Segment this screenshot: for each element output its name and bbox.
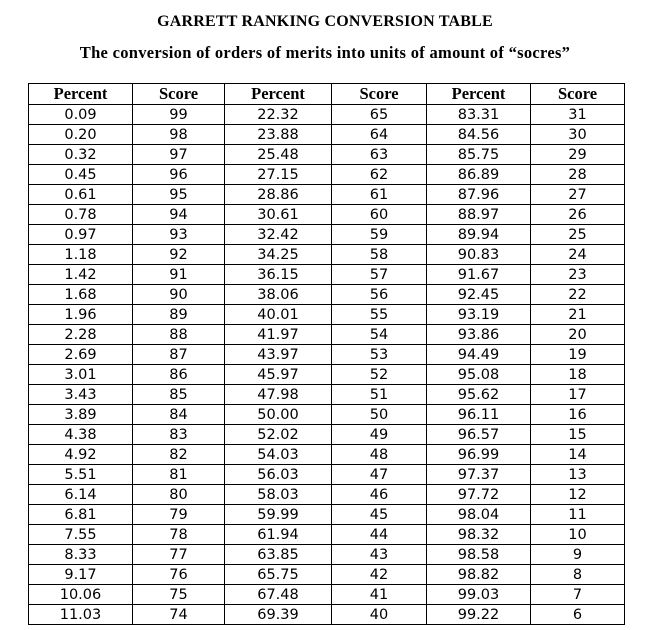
percent-cell: 86.89	[427, 165, 531, 185]
percent-cell: 47.98	[225, 385, 332, 405]
score-cell: 46	[332, 485, 427, 505]
percent-cell: 27.15	[225, 165, 332, 185]
header-score-1: Score	[133, 84, 225, 105]
score-cell: 12	[531, 485, 625, 505]
percent-cell: 3.01	[29, 365, 133, 385]
table-row	[29, 425, 625, 445]
table-row	[29, 545, 625, 565]
percent-cell: 50.00	[225, 405, 332, 425]
percent-cell: 22.32	[225, 105, 332, 125]
table-row	[29, 525, 625, 545]
score-cell: 92	[133, 245, 225, 265]
table-row	[29, 205, 625, 225]
score-cell: 49	[332, 425, 427, 445]
percent-cell: 98.04	[427, 505, 531, 525]
percent-cell: 30.61	[225, 205, 332, 225]
percent-cell: 0.20	[29, 125, 133, 145]
header-score-2: Score	[332, 84, 427, 105]
percent-cell: 93.19	[427, 305, 531, 325]
document-subtitle: The conversion of orders of merits into units of amount of “socres”	[79, 43, 571, 62]
table-header-row	[29, 84, 625, 105]
table-row	[29, 465, 625, 485]
score-cell: 81	[133, 465, 225, 485]
percent-cell: 28.86	[225, 185, 332, 205]
score-cell: 90	[133, 285, 225, 305]
percent-cell: 95.08	[427, 365, 531, 385]
percent-cell: 1.96	[29, 305, 133, 325]
percent-cell: 88.97	[427, 205, 531, 225]
score-cell: 55	[332, 305, 427, 325]
percent-cell: 98.32	[427, 525, 531, 545]
score-cell: 95	[133, 185, 225, 205]
percent-cell: 97.72	[427, 485, 531, 505]
score-cell: 77	[133, 545, 225, 565]
score-cell: 25	[531, 225, 625, 245]
percent-cell: 8.33	[29, 545, 133, 565]
percent-cell: 63.85	[225, 545, 332, 565]
percent-cell: 0.09	[29, 105, 133, 125]
score-cell: 43	[332, 545, 427, 565]
percent-cell: 67.48	[225, 585, 332, 605]
percent-cell: 34.25	[225, 245, 332, 265]
table-row	[29, 105, 625, 125]
table-row	[29, 285, 625, 305]
score-cell: 13	[531, 465, 625, 485]
score-cell: 14	[531, 445, 625, 465]
score-cell: 22	[531, 285, 625, 305]
table-body	[29, 105, 625, 625]
percent-cell: 32.42	[225, 225, 332, 245]
score-cell: 51	[332, 385, 427, 405]
score-cell: 98	[133, 125, 225, 145]
percent-cell: 36.15	[225, 265, 332, 285]
percent-cell: 87.96	[427, 185, 531, 205]
percent-cell: 98.58	[427, 545, 531, 565]
table-row	[29, 365, 625, 385]
percent-cell: 93.86	[427, 325, 531, 345]
score-cell: 16	[531, 405, 625, 425]
percent-cell: 40.01	[225, 305, 332, 325]
table-row	[29, 565, 625, 585]
percent-cell: 61.94	[225, 525, 332, 545]
score-cell: 97	[133, 145, 225, 165]
percent-cell: 65.75	[225, 565, 332, 585]
score-cell: 8	[531, 565, 625, 585]
percent-cell: 3.43	[29, 385, 133, 405]
percent-cell: 83.31	[427, 105, 531, 125]
score-cell: 79	[133, 505, 225, 525]
score-cell: 30	[531, 125, 625, 145]
score-cell: 45	[332, 505, 427, 525]
percent-cell: 0.32	[29, 145, 133, 165]
score-cell: 27	[531, 185, 625, 205]
percent-cell: 4.92	[29, 445, 133, 465]
percent-cell: 3.89	[29, 405, 133, 425]
percent-cell: 5.51	[29, 465, 133, 485]
score-cell: 10	[531, 525, 625, 545]
score-cell: 91	[133, 265, 225, 285]
score-cell: 42	[332, 565, 427, 585]
score-cell: 6	[531, 605, 625, 625]
garrett-conversion-table	[28, 83, 625, 625]
percent-cell: 95.62	[427, 385, 531, 405]
table-row	[29, 265, 625, 285]
table-row	[29, 185, 625, 205]
table-row	[29, 145, 625, 165]
percent-cell: 96.99	[427, 445, 531, 465]
score-cell: 9	[531, 545, 625, 565]
percent-cell: 92.45	[427, 285, 531, 305]
table-row	[29, 385, 625, 405]
score-cell: 76	[133, 565, 225, 585]
percent-cell: 59.99	[225, 505, 332, 525]
percent-cell: 69.39	[225, 605, 332, 625]
score-cell: 57	[332, 265, 427, 285]
percent-cell: 52.02	[225, 425, 332, 445]
percent-cell: 41.97	[225, 325, 332, 345]
table-row	[29, 405, 625, 425]
header-percent-2: Percent	[225, 84, 332, 105]
score-cell: 82	[133, 445, 225, 465]
table-row	[29, 605, 625, 625]
percent-cell: 1.18	[29, 245, 133, 265]
score-cell: 20	[531, 325, 625, 345]
percent-cell: 25.48	[225, 145, 332, 165]
score-cell: 41	[332, 585, 427, 605]
header-score-3: Score	[531, 84, 625, 105]
percent-cell: 54.03	[225, 445, 332, 465]
percent-cell: 6.14	[29, 485, 133, 505]
percent-cell: 0.97	[29, 225, 133, 245]
table-row	[29, 225, 625, 245]
percent-cell: 0.45	[29, 165, 133, 185]
score-cell: 61	[332, 185, 427, 205]
score-cell: 99	[133, 105, 225, 125]
percent-cell: 23.88	[225, 125, 332, 145]
percent-cell: 11.03	[29, 605, 133, 625]
score-cell: 96	[133, 165, 225, 185]
score-cell: 86	[133, 365, 225, 385]
table-row	[29, 325, 625, 345]
score-cell: 89	[133, 305, 225, 325]
score-cell: 88	[133, 325, 225, 345]
score-cell: 11	[531, 505, 625, 525]
percent-cell: 89.94	[427, 225, 531, 245]
percent-cell: 96.11	[427, 405, 531, 425]
score-cell: 40	[332, 605, 427, 625]
score-cell: 50	[332, 405, 427, 425]
score-cell: 74	[133, 605, 225, 625]
score-cell: 85	[133, 385, 225, 405]
percent-cell: 56.03	[225, 465, 332, 485]
document-title: GARRETT RANKING CONVERSION TABLE	[157, 13, 493, 30]
score-cell: 26	[531, 205, 625, 225]
percent-cell: 90.83	[427, 245, 531, 265]
score-cell: 75	[133, 585, 225, 605]
score-cell: 24	[531, 245, 625, 265]
percent-cell: 99.03	[427, 585, 531, 605]
score-cell: 18	[531, 365, 625, 385]
percent-cell: 58.03	[225, 485, 332, 505]
percent-cell: 6.81	[29, 505, 133, 525]
score-cell: 80	[133, 485, 225, 505]
percent-cell: 38.06	[225, 285, 332, 305]
score-cell: 54	[332, 325, 427, 345]
score-cell: 15	[531, 425, 625, 445]
score-cell: 44	[332, 525, 427, 545]
percent-cell: 1.68	[29, 285, 133, 305]
percent-cell: 43.97	[225, 345, 332, 365]
table-row	[29, 585, 625, 605]
percent-cell: 96.57	[427, 425, 531, 445]
percent-cell: 85.75	[427, 145, 531, 165]
score-cell: 59	[332, 225, 427, 245]
percent-cell: 2.28	[29, 325, 133, 345]
score-cell: 64	[332, 125, 427, 145]
score-cell: 7	[531, 585, 625, 605]
score-cell: 48	[332, 445, 427, 465]
percent-cell: 0.61	[29, 185, 133, 205]
table-row	[29, 505, 625, 525]
percent-cell: 84.56	[427, 125, 531, 145]
table-row	[29, 305, 625, 325]
percent-cell: 4.38	[29, 425, 133, 445]
table-row	[29, 245, 625, 265]
table-row	[29, 345, 625, 365]
score-cell: 84	[133, 405, 225, 425]
score-cell: 93	[133, 225, 225, 245]
score-cell: 21	[531, 305, 625, 325]
score-cell: 94	[133, 205, 225, 225]
score-cell: 83	[133, 425, 225, 445]
percent-cell: 98.82	[427, 565, 531, 585]
score-cell: 58	[332, 245, 427, 265]
percent-cell: 94.49	[427, 345, 531, 365]
score-cell: 17	[531, 385, 625, 405]
score-cell: 23	[531, 265, 625, 285]
header-percent-1: Percent	[29, 84, 133, 105]
percent-cell: 0.78	[29, 205, 133, 225]
score-cell: 29	[531, 145, 625, 165]
percent-cell: 99.22	[427, 605, 531, 625]
score-cell: 65	[332, 105, 427, 125]
table-row	[29, 165, 625, 185]
percent-cell: 7.55	[29, 525, 133, 545]
percent-cell: 1.42	[29, 265, 133, 285]
percent-cell: 91.67	[427, 265, 531, 285]
score-cell: 47	[332, 465, 427, 485]
score-cell: 60	[332, 205, 427, 225]
score-cell: 56	[332, 285, 427, 305]
table-row	[29, 485, 625, 505]
score-cell: 78	[133, 525, 225, 545]
header-percent-3: Percent	[427, 84, 531, 105]
percent-cell: 9.17	[29, 565, 133, 585]
score-cell: 62	[332, 165, 427, 185]
percent-cell: 45.97	[225, 365, 332, 385]
score-cell: 19	[531, 345, 625, 365]
table-row	[29, 445, 625, 465]
percent-cell: 10.06	[29, 585, 133, 605]
score-cell: 53	[332, 345, 427, 365]
score-cell: 28	[531, 165, 625, 185]
score-cell: 52	[332, 365, 427, 385]
percent-cell: 2.69	[29, 345, 133, 365]
percent-cell: 97.37	[427, 465, 531, 485]
score-cell: 63	[332, 145, 427, 165]
score-cell: 31	[531, 105, 625, 125]
table-row	[29, 125, 625, 145]
score-cell: 87	[133, 345, 225, 365]
